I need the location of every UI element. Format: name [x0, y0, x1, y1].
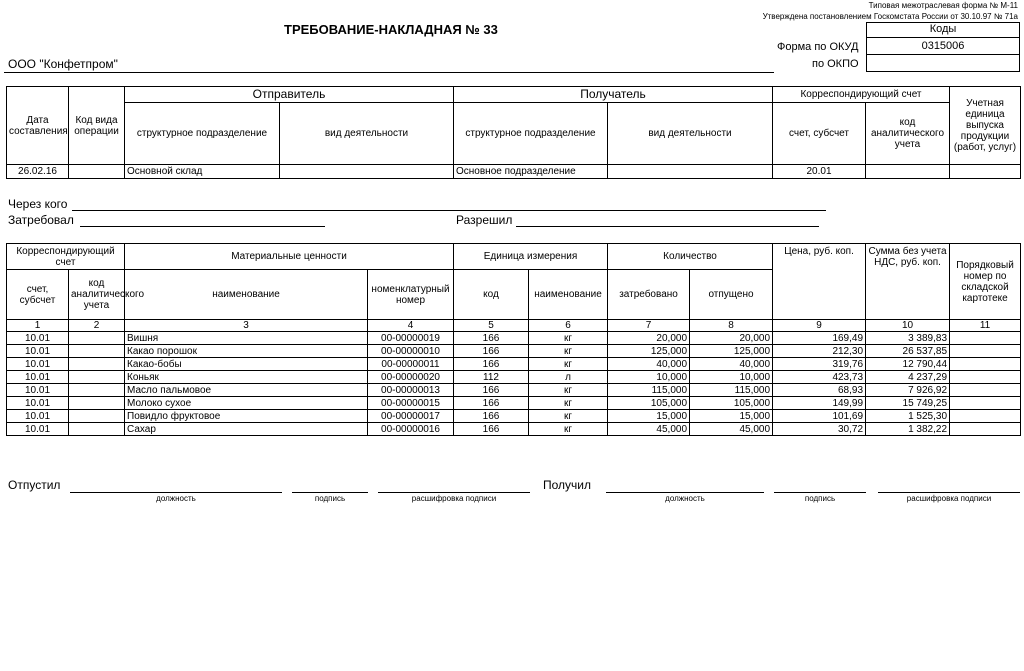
- analytic-cell: [69, 397, 125, 410]
- requested-qty-cell: 125,000: [608, 345, 690, 358]
- table-row: [7, 410, 1021, 423]
- codes-header: Коды: [866, 22, 1020, 38]
- sum-cell: 3 389,83: [866, 332, 950, 345]
- nomenclature-cell: 00-00000017: [368, 410, 454, 423]
- account-cell: 10.01: [7, 332, 69, 345]
- analytic-cell: [69, 358, 125, 371]
- col-number: 11: [950, 320, 1021, 332]
- item-name-cell: Коньяк: [125, 371, 368, 384]
- unit-name-cell: кг: [529, 332, 608, 345]
- analytic-cell: [69, 371, 125, 384]
- receiver-header: Получатель: [454, 87, 773, 103]
- price-cell: 68,93: [773, 384, 866, 397]
- analytic-cell: [69, 384, 125, 397]
- unit-code-cell: 166: [454, 358, 529, 371]
- col-number: 1: [7, 320, 69, 332]
- card-no-cell: [950, 384, 1021, 397]
- account-cell: 10.01: [7, 345, 69, 358]
- okpo-label: по ОКПО: [812, 58, 859, 70]
- sum-header: Сумма без учета НДС, руб. коп.: [866, 244, 950, 320]
- allowed-label: Разрешил: [456, 213, 513, 227]
- unit-name-cell: кг: [529, 384, 608, 397]
- header-table: [6, 86, 1021, 179]
- account-cell: 10.01: [7, 384, 69, 397]
- okpo-code: [866, 54, 1020, 72]
- card-no-cell: [950, 410, 1021, 423]
- nomenclature-cell: 00-00000011: [368, 358, 454, 371]
- account-cell: 10.01: [7, 397, 69, 410]
- card-no-cell: [950, 332, 1021, 345]
- card-no-cell: [950, 371, 1021, 384]
- materials-header: Материальные ценности: [125, 244, 454, 270]
- header-data-row: [7, 165, 1021, 179]
- op-code-cell: [69, 165, 125, 179]
- sender-unit-cell: Основной склад: [125, 165, 280, 179]
- released-decoding-line: [378, 492, 530, 493]
- unit-code-cell: 166: [454, 345, 529, 358]
- nomenclature-cell: 00-00000013: [368, 384, 454, 397]
- unit-code-cell: 112: [454, 371, 529, 384]
- column-numbers-row: [7, 320, 1021, 332]
- nomenclature-cell: 00-00000015: [368, 397, 454, 410]
- document-title: ТРЕБОВАНИЕ-НАКЛАДНАЯ № 33: [284, 22, 498, 37]
- account-cell: 20.01: [773, 165, 866, 179]
- unit-header: Учетная единица выпуска продукции (работ, услуг): [950, 87, 1021, 165]
- col-number: 4: [368, 320, 454, 332]
- date-header: Дата составления: [7, 87, 69, 165]
- item-name-cell: Молоко сухое: [125, 397, 368, 410]
- released-signature-caption: подпись: [314, 494, 346, 503]
- sum-cell: 4 237,29: [866, 371, 950, 384]
- item-name-cell: Сахар: [125, 423, 368, 436]
- table-row: [7, 358, 1021, 371]
- col-number: 8: [690, 320, 773, 332]
- released-qty-cell: 40,000: [690, 358, 773, 371]
- requested-qty-cell: 40,000: [608, 358, 690, 371]
- received-decoding-caption: расшифровка подписи: [906, 494, 992, 503]
- analytic-cell: [866, 165, 950, 179]
- analytic-cell: [69, 410, 125, 423]
- col-number: 6: [529, 320, 608, 332]
- sum-cell: 7 926,92: [866, 384, 950, 397]
- analytic-cell: [69, 345, 125, 358]
- items-corr-account-header: Корреспондирующий счет: [7, 244, 125, 270]
- unit-code-cell: 166: [454, 332, 529, 345]
- released-by-label: Отпустил: [8, 478, 61, 492]
- receiver-activity-cell: [608, 165, 773, 179]
- price-cell: 101,69: [773, 410, 866, 423]
- item-name-cell: Масло пальмовое: [125, 384, 368, 397]
- unit-code-cell: 166: [454, 410, 529, 423]
- nomenclature-cell: 00-00000020: [368, 371, 454, 384]
- col-number: 9: [773, 320, 866, 332]
- unit-name-header: наименование: [529, 270, 608, 320]
- table-row: [7, 384, 1021, 397]
- unit-name-cell: л: [529, 371, 608, 384]
- nomenclature-cell: 00-00000010: [368, 345, 454, 358]
- unit-name-cell: кг: [529, 423, 608, 436]
- card-no-cell: [950, 397, 1021, 410]
- item-name-cell: Вишня: [125, 332, 368, 345]
- analytic-header: код аналитического учета: [866, 103, 950, 165]
- item-name-cell: Какао порошок: [125, 345, 368, 358]
- requested-label: Затребовал: [8, 213, 74, 227]
- unit-cell: [950, 165, 1021, 179]
- requested-qty-cell: 105,000: [608, 397, 690, 410]
- receiver-unit-cell: Основное подразделение: [454, 165, 608, 179]
- analytic-cell: [69, 332, 125, 345]
- released-qty-cell: 15,000: [690, 410, 773, 423]
- released-position-caption: должность: [156, 494, 196, 503]
- form-type-note: Типовая межотраслевая форма № М-11: [868, 1, 1018, 10]
- item-name-cell: Какао-бобы: [125, 358, 368, 371]
- analytic-cell: [69, 423, 125, 436]
- requested-header: затребовано: [608, 270, 690, 320]
- sender-header: Отправитель: [125, 87, 454, 103]
- released-qty-cell: 10,000: [690, 371, 773, 384]
- col-number: 10: [866, 320, 950, 332]
- requested-qty-cell: 115,000: [608, 384, 690, 397]
- received-signature-line: [774, 492, 866, 493]
- table-row: [7, 423, 1021, 436]
- card-no-cell: [950, 345, 1021, 358]
- sender-activity-header: вид деятельности: [280, 103, 454, 165]
- price-cell: 319,76: [773, 358, 866, 371]
- account-cell: 10.01: [7, 371, 69, 384]
- released-header: отпущено: [690, 270, 773, 320]
- released-signature-line: [292, 492, 368, 493]
- table-row: [7, 371, 1021, 384]
- table-row: [7, 345, 1021, 358]
- unit-name-cell: кг: [529, 358, 608, 371]
- okud-label: Форма по ОКУД: [777, 41, 859, 53]
- requested-qty-cell: 20,000: [608, 332, 690, 345]
- allowed-line: [516, 226, 819, 227]
- sum-cell: 15 749,25: [866, 397, 950, 410]
- account-cell: 10.01: [7, 410, 69, 423]
- price-cell: 169,49: [773, 332, 866, 345]
- released-qty-cell: 20,000: [690, 332, 773, 345]
- requested-qty-cell: 10,000: [608, 371, 690, 384]
- okud-code: 0315006: [866, 37, 1020, 55]
- organization-name: ООО "Конфетпром": [8, 57, 118, 71]
- table-row: [7, 332, 1021, 345]
- receiver-struct-header: структурное подразделение: [454, 103, 608, 165]
- nomenclature-header: номенклатурный номер: [368, 270, 454, 320]
- items-account-header: счет, субсчет: [7, 270, 69, 320]
- form-approval-note: Утверждена постановлением Госкомстата России от 30.10.97 № 71а: [762, 12, 1018, 21]
- name-header: наименование: [125, 270, 368, 320]
- organization-underline: [4, 72, 774, 73]
- item-name-cell: Повидло фруктовое: [125, 410, 368, 423]
- sender-struct-header: структурное подразделение: [125, 103, 280, 165]
- account-cell: 10.01: [7, 358, 69, 371]
- price-cell: 423,73: [773, 371, 866, 384]
- released-position-line: [70, 492, 282, 493]
- table-row: [7, 397, 1021, 410]
- received-decoding-line: [878, 492, 1020, 493]
- sum-cell: 1 382,22: [866, 423, 950, 436]
- unit-code-cell: 166: [454, 384, 529, 397]
- price-cell: 30,72: [773, 423, 866, 436]
- unit-code-cell: 166: [454, 397, 529, 410]
- received-by-label: Получил: [543, 478, 591, 492]
- nomenclature-cell: 00-00000019: [368, 332, 454, 345]
- unit-code-cell: 166: [454, 423, 529, 436]
- released-decoding-caption: расшифровка подписи: [411, 494, 497, 503]
- via-label: Через кого: [8, 197, 68, 211]
- released-qty-cell: 125,000: [690, 345, 773, 358]
- account-cell: 10.01: [7, 423, 69, 436]
- received-position-line: [606, 492, 764, 493]
- requested-line: [80, 226, 325, 227]
- released-qty-cell: 115,000: [690, 384, 773, 397]
- op-code-header: Код вида операции: [69, 87, 125, 165]
- code-header: код: [454, 270, 529, 320]
- unit-name-cell: кг: [529, 410, 608, 423]
- date-cell: 26.02.16: [7, 165, 69, 179]
- col-number: 7: [608, 320, 690, 332]
- sum-cell: 12 790,44: [866, 358, 950, 371]
- price-cell: 212,30: [773, 345, 866, 358]
- unit-name-cell: кг: [529, 345, 608, 358]
- unit-name-cell: кг: [529, 397, 608, 410]
- card-no-cell: [950, 423, 1021, 436]
- received-position-caption: должность: [665, 494, 705, 503]
- sum-cell: 1 525,30: [866, 410, 950, 423]
- card-no-cell: [950, 358, 1021, 371]
- via-line: [72, 210, 826, 211]
- nomenclature-cell: 00-00000016: [368, 423, 454, 436]
- price-header: Цена, руб. коп.: [773, 244, 866, 320]
- quantity-header: Количество: [608, 244, 773, 270]
- sender-activity-cell: [280, 165, 454, 179]
- col-number: 3: [125, 320, 368, 332]
- corr-account-header: Корреспондирующий счет: [773, 87, 950, 103]
- account-header: счет, субсчет: [773, 103, 866, 165]
- requested-qty-cell: 45,000: [608, 423, 690, 436]
- col-number: 5: [454, 320, 529, 332]
- items-analytic-header: код аналитического учета: [69, 270, 125, 320]
- receiver-activity-header: вид деятельности: [608, 103, 773, 165]
- released-qty-cell: 105,000: [690, 397, 773, 410]
- card-no-header: Порядковый номер по складской картотеке: [950, 244, 1021, 320]
- released-qty-cell: 45,000: [690, 423, 773, 436]
- received-signature-caption: подпись: [804, 494, 836, 503]
- sum-cell: 26 537,85: [866, 345, 950, 358]
- price-cell: 149,99: [773, 397, 866, 410]
- col-number: 2: [69, 320, 125, 332]
- unit-measure-header: Единица измерения: [454, 244, 608, 270]
- requested-qty-cell: 15,000: [608, 410, 690, 423]
- items-table: [6, 243, 1021, 436]
